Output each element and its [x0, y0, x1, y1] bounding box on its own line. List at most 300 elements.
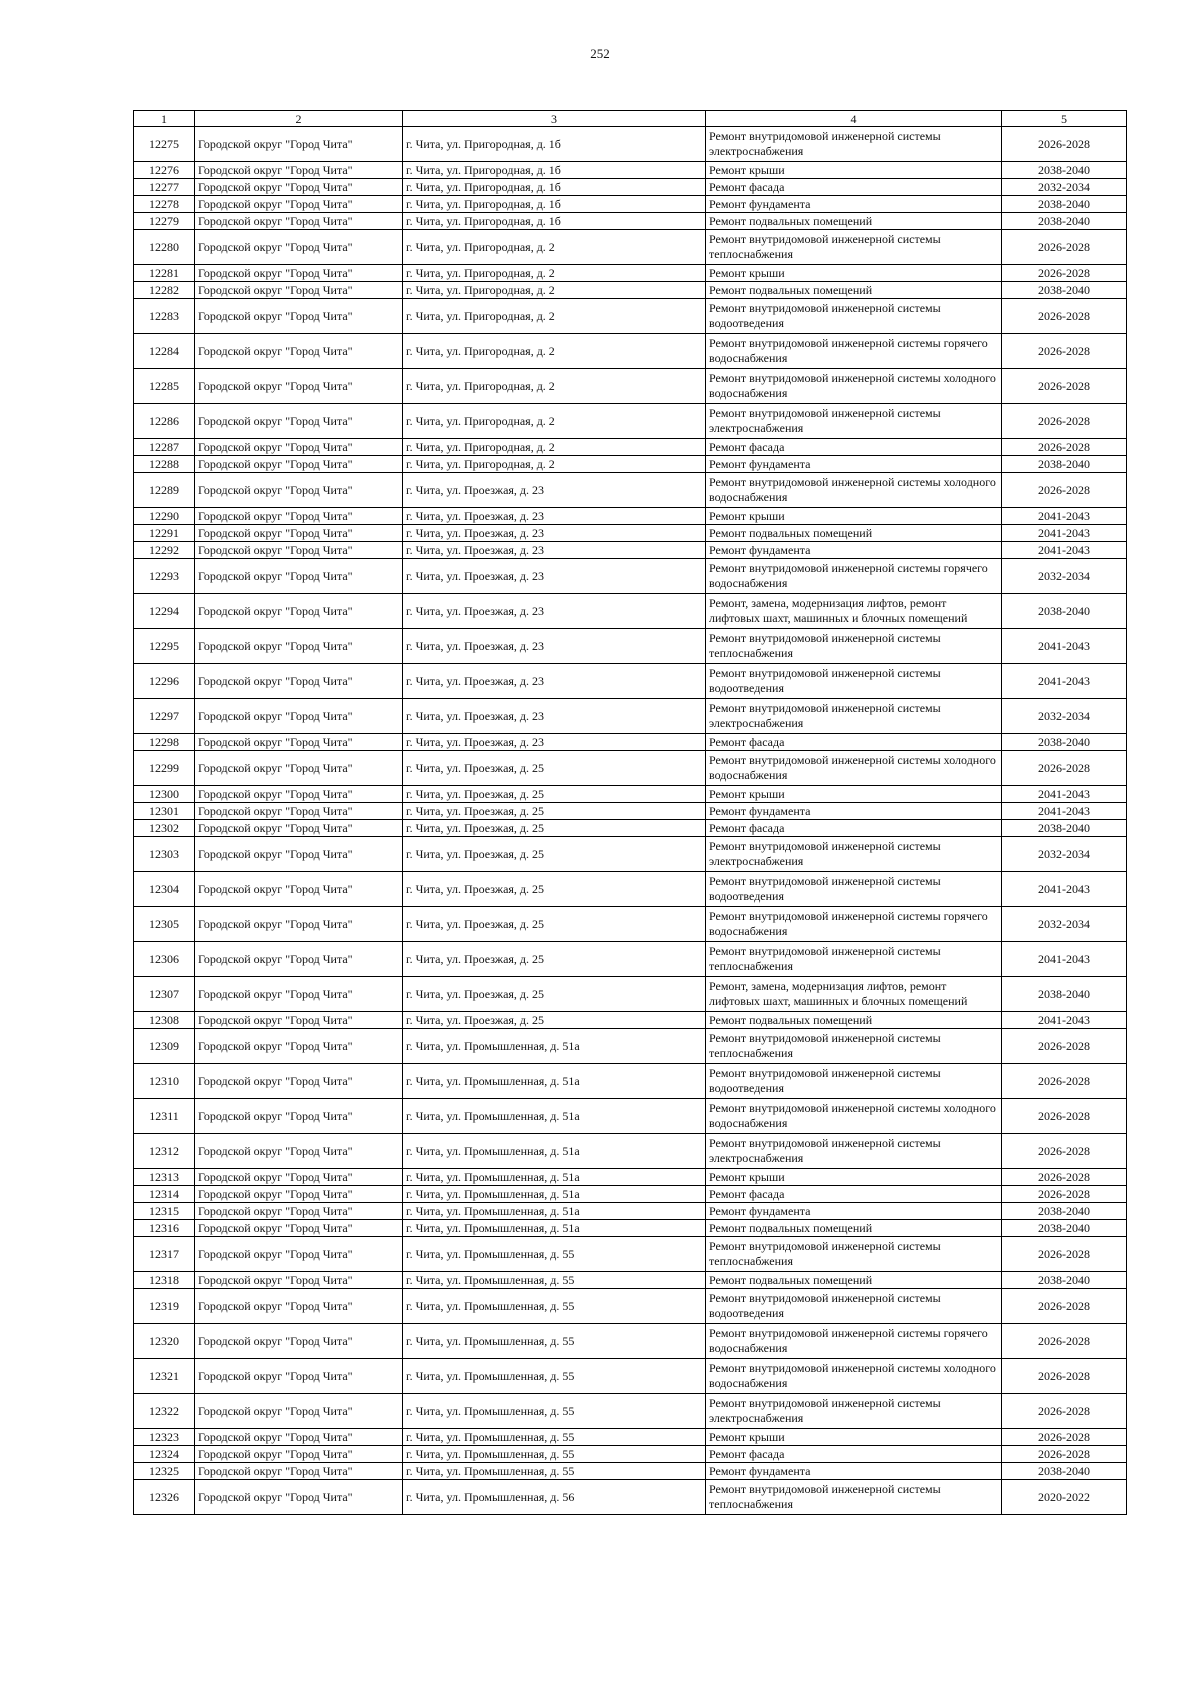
table-row [134, 837, 1127, 872]
address-cell: г. Чита, ул. Пригородная, д. 2 [403, 230, 706, 265]
table-row [134, 179, 1127, 196]
municipality-cell: Городской округ "Город Чита" [195, 439, 403, 456]
table-row [134, 1012, 1127, 1029]
address-cell: г. Чита, ул. Проезжая, д. 25 [403, 786, 706, 803]
work-type-cell: Ремонт внутридомовой инженерной системы теплоснабжения [706, 629, 1002, 664]
period-cell: 2032-2034 [1002, 907, 1127, 942]
period-cell: 2038-2040 [1002, 1203, 1127, 1220]
row-number-cell: 12284 [134, 334, 195, 369]
address-cell: г. Чита, ул. Проезжая, д. 25 [403, 942, 706, 977]
address-cell: г. Чита, ул. Проезжая, д. 25 [403, 820, 706, 837]
period-cell: 2026-2028 [1002, 299, 1127, 334]
row-number-cell: 12305 [134, 907, 195, 942]
work-type-cell: Ремонт крыши [706, 508, 1002, 525]
work-type-cell: Ремонт внутридомовой инженерной системы водоотведения [706, 1289, 1002, 1324]
municipality-cell: Городской округ "Город Чита" [195, 1446, 403, 1463]
column-number-row [134, 111, 1127, 127]
address-cell: г. Чита, ул. Проезжая, д. 25 [403, 977, 706, 1012]
work-type-cell: Ремонт фундамента [706, 542, 1002, 559]
row-number-cell: 12298 [134, 734, 195, 751]
period-cell: 2026-2028 [1002, 1289, 1127, 1324]
municipality-cell: Городской округ "Город Чита" [195, 837, 403, 872]
row-number-cell: 12286 [134, 404, 195, 439]
work-type-cell: Ремонт, замена, модернизация лифтов, ремонт лифтовых шахт, машинных и блочных помещений [706, 977, 1002, 1012]
address-cell: г. Чита, ул. Пригородная, д. 2 [403, 282, 706, 299]
table-row [134, 404, 1127, 439]
row-number-cell: 12310 [134, 1064, 195, 1099]
row-number-cell: 12283 [134, 299, 195, 334]
period-cell: 2026-2028 [1002, 1169, 1127, 1186]
work-type-cell: Ремонт внутридомовой инженерной системы водоотведения [706, 299, 1002, 334]
municipality-cell: Городской округ "Город Чита" [195, 820, 403, 837]
table-row [134, 559, 1127, 594]
table-row [134, 334, 1127, 369]
work-type-cell: Ремонт подвальных помещений [706, 1220, 1002, 1237]
work-type-cell: Ремонт фундамента [706, 196, 1002, 213]
period-cell: 2041-2043 [1002, 664, 1127, 699]
work-type-cell: Ремонт подвальных помещений [706, 213, 1002, 230]
municipality-cell: Городской округ "Город Чита" [195, 213, 403, 230]
period-cell: 2041-2043 [1002, 542, 1127, 559]
row-number-cell: 12307 [134, 977, 195, 1012]
period-cell: 2026-2028 [1002, 1237, 1127, 1272]
table-row [134, 751, 1127, 786]
municipality-cell: Городской округ "Город Чита" [195, 525, 403, 542]
table-row [134, 230, 1127, 265]
row-number-cell: 12318 [134, 1272, 195, 1289]
table-row [134, 1480, 1127, 1515]
table-row [134, 456, 1127, 473]
work-type-cell: Ремонт фасада [706, 439, 1002, 456]
municipality-cell: Городской округ "Город Чита" [195, 664, 403, 699]
period-cell: 2026-2028 [1002, 265, 1127, 282]
work-type-cell: Ремонт внутридомовой инженерной системы электроснабжения [706, 1134, 1002, 1169]
address-cell: г. Чита, ул. Проезжая, д. 25 [403, 907, 706, 942]
address-cell: г. Чита, ул. Промышленная, д. 55 [403, 1289, 706, 1324]
table-row [134, 282, 1127, 299]
municipality-cell: Городской округ "Город Чита" [195, 1359, 403, 1394]
table-row [134, 1324, 1127, 1359]
row-number-cell: 12317 [134, 1237, 195, 1272]
column-number-header: 1 [134, 111, 195, 127]
period-cell: 2038-2040 [1002, 820, 1127, 837]
period-cell: 2032-2034 [1002, 837, 1127, 872]
municipality-cell: Городской округ "Город Чита" [195, 786, 403, 803]
work-type-cell: Ремонт подвальных помещений [706, 282, 1002, 299]
column-number-header: 3 [403, 111, 706, 127]
address-cell: г. Чита, ул. Промышленная, д. 51а [403, 1220, 706, 1237]
row-number-cell: 12313 [134, 1169, 195, 1186]
row-number-cell: 12300 [134, 786, 195, 803]
row-number-cell: 12303 [134, 837, 195, 872]
address-cell: г. Чита, ул. Промышленная, д. 56 [403, 1480, 706, 1515]
row-number-cell: 12280 [134, 230, 195, 265]
municipality-cell: Городской округ "Город Чита" [195, 299, 403, 334]
row-number-cell: 12311 [134, 1099, 195, 1134]
row-number-cell: 12299 [134, 751, 195, 786]
work-type-cell: Ремонт фундамента [706, 1203, 1002, 1220]
address-cell: г. Чита, ул. Пригородная, д. 2 [403, 456, 706, 473]
row-number-cell: 12295 [134, 629, 195, 664]
table-row [134, 1220, 1127, 1237]
period-cell: 2026-2028 [1002, 230, 1127, 265]
municipality-cell: Городской округ "Город Чита" [195, 1134, 403, 1169]
row-number-cell: 12315 [134, 1203, 195, 1220]
work-type-cell: Ремонт внутридомовой инженерной системы холодного водоснабжения [706, 751, 1002, 786]
work-type-cell: Ремонт внутридомовой инженерной системы холодного водоснабжения [706, 1099, 1002, 1134]
address-cell: г. Чита, ул. Промышленная, д. 51а [403, 1029, 706, 1064]
row-number-cell: 12278 [134, 196, 195, 213]
period-cell: 2038-2040 [1002, 1220, 1127, 1237]
municipality-cell: Городской округ "Город Чита" [195, 559, 403, 594]
work-type-cell: Ремонт внутридомовой инженерной системы электроснабжения [706, 1394, 1002, 1429]
period-cell: 2032-2034 [1002, 559, 1127, 594]
column-number-header: 4 [706, 111, 1002, 127]
work-type-cell: Ремонт внутридомовой инженерной системы электроснабжения [706, 699, 1002, 734]
municipality-cell: Городской округ "Город Чита" [195, 977, 403, 1012]
row-number-cell: 12282 [134, 282, 195, 299]
row-number-cell: 12292 [134, 542, 195, 559]
period-cell: 2026-2028 [1002, 1429, 1127, 1446]
row-number-cell: 12276 [134, 162, 195, 179]
table-row [134, 213, 1127, 230]
table-row [134, 127, 1127, 162]
period-cell: 2026-2028 [1002, 439, 1127, 456]
work-type-cell: Ремонт внутридомовой инженерной системы горячего водоснабжения [706, 334, 1002, 369]
address-cell: г. Чита, ул. Промышленная, д. 51а [403, 1064, 706, 1099]
address-cell: г. Чита, ул. Промышленная, д. 51а [403, 1186, 706, 1203]
page-number: 252 [590, 46, 610, 61]
period-cell: 2026-2028 [1002, 127, 1127, 162]
period-cell: 2038-2040 [1002, 456, 1127, 473]
municipality-cell: Городской округ "Город Чита" [195, 594, 403, 629]
period-cell: 2038-2040 [1002, 282, 1127, 299]
work-type-cell: Ремонт подвальных помещений [706, 1272, 1002, 1289]
row-number-cell: 12281 [134, 265, 195, 282]
work-type-cell: Ремонт внутридомовой инженерной системы теплоснабжения [706, 942, 1002, 977]
work-type-cell: Ремонт внутридомовой инженерной системы водоотведения [706, 664, 1002, 699]
table-row [134, 525, 1127, 542]
table-row [134, 907, 1127, 942]
work-type-cell: Ремонт крыши [706, 265, 1002, 282]
period-cell: 2038-2040 [1002, 162, 1127, 179]
period-cell: 2026-2028 [1002, 1064, 1127, 1099]
municipality-cell: Городской округ "Город Чита" [195, 1324, 403, 1359]
table-row [134, 265, 1127, 282]
address-cell: г. Чита, ул. Промышленная, д. 51а [403, 1203, 706, 1220]
municipality-cell: Городской округ "Город Чита" [195, 265, 403, 282]
work-type-cell: Ремонт фасада [706, 1446, 1002, 1463]
table-row [134, 1272, 1127, 1289]
work-type-cell: Ремонт фундамента [706, 456, 1002, 473]
municipality-cell: Городской округ "Город Чита" [195, 1029, 403, 1064]
municipality-cell: Городской округ "Город Чита" [195, 1203, 403, 1220]
municipality-cell: Городской округ "Город Чита" [195, 629, 403, 664]
table-body [134, 127, 1127, 1515]
municipality-cell: Городской округ "Город Чита" [195, 1394, 403, 1429]
period-cell: 2026-2028 [1002, 751, 1127, 786]
table-row [134, 1186, 1127, 1203]
work-type-cell: Ремонт внутридомовой инженерной системы холодного водоснабжения [706, 1359, 1002, 1394]
address-cell: г. Чита, ул. Пригородная, д. 1б [403, 127, 706, 162]
work-type-cell: Ремонт фасада [706, 820, 1002, 837]
work-type-cell: Ремонт фасада [706, 734, 1002, 751]
period-cell: 2038-2040 [1002, 734, 1127, 751]
work-type-cell: Ремонт крыши [706, 1429, 1002, 1446]
work-type-cell: Ремонт крыши [706, 162, 1002, 179]
period-cell: 2041-2043 [1002, 872, 1127, 907]
municipality-cell: Городской округ "Город Чита" [195, 230, 403, 265]
row-number-cell: 12289 [134, 473, 195, 508]
address-cell: г. Чита, ул. Промышленная, д. 55 [403, 1446, 706, 1463]
period-cell: 2038-2040 [1002, 196, 1127, 213]
municipality-cell: Городской округ "Город Чита" [195, 179, 403, 196]
row-number-cell: 12302 [134, 820, 195, 837]
period-cell: 2038-2040 [1002, 213, 1127, 230]
row-number-cell: 12285 [134, 369, 195, 404]
row-number-cell: 12297 [134, 699, 195, 734]
address-cell: г. Чита, ул. Промышленная, д. 55 [403, 1237, 706, 1272]
row-number-cell: 12309 [134, 1029, 195, 1064]
work-type-cell: Ремонт крыши [706, 786, 1002, 803]
municipality-cell: Городской округ "Город Чита" [195, 542, 403, 559]
address-cell: г. Чита, ул. Проезжая, д. 23 [403, 508, 706, 525]
work-type-cell: Ремонт внутридомовой инженерной системы холодного водоснабжения [706, 473, 1002, 508]
address-cell: г. Чита, ул. Пригородная, д. 1б [403, 162, 706, 179]
table-row [134, 542, 1127, 559]
municipality-cell: Городской округ "Город Чита" [195, 1169, 403, 1186]
address-cell: г. Чита, ул. Пригородная, д. 2 [403, 369, 706, 404]
table-row [134, 196, 1127, 213]
repair-schedule-table [133, 110, 1127, 1515]
table-row [134, 977, 1127, 1012]
address-cell: г. Чита, ул. Проезжая, д. 23 [403, 594, 706, 629]
municipality-cell: Городской округ "Город Чита" [195, 907, 403, 942]
row-number-cell: 12306 [134, 942, 195, 977]
row-number-cell: 12301 [134, 803, 195, 820]
period-cell: 2032-2034 [1002, 179, 1127, 196]
municipality-cell: Городской округ "Город Чита" [195, 1480, 403, 1515]
work-type-cell: Ремонт внутридомовой инженерной системы горячего водоснабжения [706, 1324, 1002, 1359]
row-number-cell: 12314 [134, 1186, 195, 1203]
municipality-cell: Городской округ "Город Чита" [195, 473, 403, 508]
work-type-cell: Ремонт внутридомовой инженерной системы водоотведения [706, 1064, 1002, 1099]
municipality-cell: Городской округ "Город Чита" [195, 1220, 403, 1237]
table-row [134, 1359, 1127, 1394]
table-row [134, 629, 1127, 664]
table-row [134, 803, 1127, 820]
row-number-cell: 12275 [134, 127, 195, 162]
table-row [134, 369, 1127, 404]
work-type-cell: Ремонт крыши [706, 1169, 1002, 1186]
municipality-cell: Городской округ "Город Чита" [195, 1186, 403, 1203]
address-cell: г. Чита, ул. Проезжая, д. 23 [403, 525, 706, 542]
address-cell: г. Чита, ул. Пригородная, д. 2 [403, 439, 706, 456]
period-cell: 2026-2028 [1002, 1186, 1127, 1203]
row-number-cell: 12326 [134, 1480, 195, 1515]
work-type-cell: Ремонт фасада [706, 1186, 1002, 1203]
period-cell: 2026-2028 [1002, 1394, 1127, 1429]
row-number-cell: 12312 [134, 1134, 195, 1169]
period-cell: 2026-2028 [1002, 1029, 1127, 1064]
work-type-cell: Ремонт, замена, модернизация лифтов, ремонт лифтовых шахт, машинных и блочных помещений [706, 594, 1002, 629]
municipality-cell: Городской округ "Город Чита" [195, 508, 403, 525]
municipality-cell: Городской округ "Город Чита" [195, 872, 403, 907]
row-number-cell: 12308 [134, 1012, 195, 1029]
address-cell: г. Чита, ул. Промышленная, д. 55 [403, 1324, 706, 1359]
address-cell: г. Чита, ул. Пригородная, д. 1б [403, 196, 706, 213]
municipality-cell: Городской округ "Город Чита" [195, 456, 403, 473]
work-type-cell: Ремонт внутридомовой инженерной системы электроснабжения [706, 404, 1002, 439]
row-number-cell: 12323 [134, 1429, 195, 1446]
row-number-cell: 12290 [134, 508, 195, 525]
period-cell: 2020-2022 [1002, 1480, 1127, 1515]
address-cell: г. Чита, ул. Промышленная, д. 55 [403, 1429, 706, 1446]
address-cell: г. Чита, ул. Пригородная, д. 1б [403, 213, 706, 230]
row-number-cell: 12293 [134, 559, 195, 594]
work-type-cell: Ремонт внутридомовой инженерной системы теплоснабжения [706, 230, 1002, 265]
work-type-cell: Ремонт фасада [706, 179, 1002, 196]
address-cell: г. Чита, ул. Промышленная, д. 55 [403, 1359, 706, 1394]
row-number-cell: 12319 [134, 1289, 195, 1324]
work-type-cell: Ремонт фундамента [706, 1463, 1002, 1480]
table-row [134, 162, 1127, 179]
column-number-header: 5 [1002, 111, 1127, 127]
address-cell: г. Чита, ул. Промышленная, д. 55 [403, 1272, 706, 1289]
address-cell: г. Чита, ул. Проезжая, д. 25 [403, 837, 706, 872]
row-number-cell: 12288 [134, 456, 195, 473]
row-number-cell: 12294 [134, 594, 195, 629]
municipality-cell: Городской округ "Город Чита" [195, 127, 403, 162]
table-row [134, 786, 1127, 803]
row-number-cell: 12316 [134, 1220, 195, 1237]
period-cell: 2026-2028 [1002, 1134, 1127, 1169]
work-type-cell: Ремонт внутридомовой инженерной системы горячего водоснабжения [706, 907, 1002, 942]
period-cell: 2026-2028 [1002, 1359, 1127, 1394]
work-type-cell: Ремонт внутридомовой инженерной системы теплоснабжения [706, 1480, 1002, 1515]
municipality-cell: Городской округ "Город Чита" [195, 1272, 403, 1289]
table-row [134, 1134, 1127, 1169]
municipality-cell: Городской округ "Город Чита" [195, 1064, 403, 1099]
period-cell: 2041-2043 [1002, 508, 1127, 525]
row-number-cell: 12325 [134, 1463, 195, 1480]
column-number-header: 2 [195, 111, 403, 127]
municipality-cell: Городской округ "Город Чита" [195, 734, 403, 751]
row-number-cell: 12321 [134, 1359, 195, 1394]
address-cell: г. Чита, ул. Проезжая, д. 23 [403, 629, 706, 664]
address-cell: г. Чита, ул. Промышленная, д. 51а [403, 1099, 706, 1134]
municipality-cell: Городской округ "Город Чита" [195, 1012, 403, 1029]
address-cell: г. Чита, ул. Проезжая, д. 25 [403, 872, 706, 907]
table-row [134, 1446, 1127, 1463]
table-row [134, 699, 1127, 734]
table-row [134, 299, 1127, 334]
period-cell: 2041-2043 [1002, 786, 1127, 803]
municipality-cell: Городской округ "Город Чита" [195, 282, 403, 299]
municipality-cell: Городской округ "Город Чита" [195, 803, 403, 820]
period-cell: 2032-2034 [1002, 699, 1127, 734]
address-cell: г. Чита, ул. Промышленная, д. 55 [403, 1463, 706, 1480]
row-number-cell: 12304 [134, 872, 195, 907]
municipality-cell: Городской округ "Город Чита" [195, 699, 403, 734]
period-cell: 2038-2040 [1002, 977, 1127, 1012]
period-cell: 2038-2040 [1002, 1463, 1127, 1480]
period-cell: 2041-2043 [1002, 1012, 1127, 1029]
table-row [134, 1394, 1127, 1429]
table-row [134, 1029, 1127, 1064]
address-cell: г. Чита, ул. Проезжая, д. 23 [403, 734, 706, 751]
municipality-cell: Городской округ "Город Чита" [195, 1099, 403, 1134]
work-type-cell: Ремонт внутридомовой инженерной системы водоотведения [706, 872, 1002, 907]
address-cell: г. Чита, ул. Проезжая, д. 23 [403, 664, 706, 699]
address-cell: г. Чита, ул. Пригородная, д. 2 [403, 299, 706, 334]
table-row [134, 1237, 1127, 1272]
work-type-cell: Ремонт внутридомовой инженерной системы холодного водоснабжения [706, 369, 1002, 404]
work-type-cell: Ремонт фундамента [706, 803, 1002, 820]
table-row [134, 734, 1127, 751]
table-row [134, 439, 1127, 456]
row-number-cell: 12279 [134, 213, 195, 230]
work-type-cell: Ремонт подвальных помещений [706, 1012, 1002, 1029]
table-row [134, 508, 1127, 525]
address-cell: г. Чита, ул. Проезжая, д. 23 [403, 542, 706, 559]
row-number-cell: 12320 [134, 1324, 195, 1359]
work-type-cell: Ремонт внутридомовой инженерной системы электроснабжения [706, 837, 1002, 872]
address-cell: г. Чита, ул. Промышленная, д. 51а [403, 1169, 706, 1186]
municipality-cell: Городской округ "Город Чита" [195, 1289, 403, 1324]
work-type-cell: Ремонт внутридомовой инженерной системы электроснабжения [706, 127, 1002, 162]
period-cell: 2041-2043 [1002, 629, 1127, 664]
row-number-cell: 12287 [134, 439, 195, 456]
municipality-cell: Городской округ "Город Чита" [195, 334, 403, 369]
row-number-cell: 12324 [134, 1446, 195, 1463]
period-cell: 2041-2043 [1002, 942, 1127, 977]
table-row [134, 1429, 1127, 1446]
work-type-cell: Ремонт подвальных помещений [706, 525, 1002, 542]
municipality-cell: Городской округ "Город Чита" [195, 162, 403, 179]
table-row [134, 942, 1127, 977]
address-cell: г. Чита, ул. Промышленная, д. 51а [403, 1134, 706, 1169]
address-cell: г. Чита, ул. Пригородная, д. 2 [403, 265, 706, 282]
municipality-cell: Городской округ "Город Чита" [195, 369, 403, 404]
row-number-cell: 12296 [134, 664, 195, 699]
address-cell: г. Чита, ул. Пригородная, д. 2 [403, 334, 706, 369]
table-row [134, 1203, 1127, 1220]
period-cell: 2026-2028 [1002, 334, 1127, 369]
address-cell: г. Чита, ул. Промышленная, д. 55 [403, 1394, 706, 1429]
row-number-cell: 12277 [134, 179, 195, 196]
row-number-cell: 12322 [134, 1394, 195, 1429]
table-row [134, 1169, 1127, 1186]
period-cell: 2041-2043 [1002, 525, 1127, 542]
table-row [134, 473, 1127, 508]
address-cell: г. Чита, ул. Проезжая, д. 25 [403, 751, 706, 786]
period-cell: 2026-2028 [1002, 404, 1127, 439]
work-type-cell: Ремонт внутридомовой инженерной системы горячего водоснабжения [706, 559, 1002, 594]
table-row [134, 820, 1127, 837]
address-cell: г. Чита, ул. Пригородная, д. 1б [403, 179, 706, 196]
work-type-cell: Ремонт внутридомовой инженерной системы теплоснабжения [706, 1029, 1002, 1064]
period-cell: 2026-2028 [1002, 369, 1127, 404]
table-row [134, 594, 1127, 629]
address-cell: г. Чита, ул. Проезжая, д. 23 [403, 473, 706, 508]
municipality-cell: Городской округ "Город Чита" [195, 942, 403, 977]
address-cell: г. Чита, ул. Проезжая, д. 25 [403, 803, 706, 820]
municipality-cell: Городской округ "Город Чита" [195, 751, 403, 786]
period-cell: 2041-2043 [1002, 803, 1127, 820]
table-row [134, 872, 1127, 907]
period-cell: 2026-2028 [1002, 1324, 1127, 1359]
